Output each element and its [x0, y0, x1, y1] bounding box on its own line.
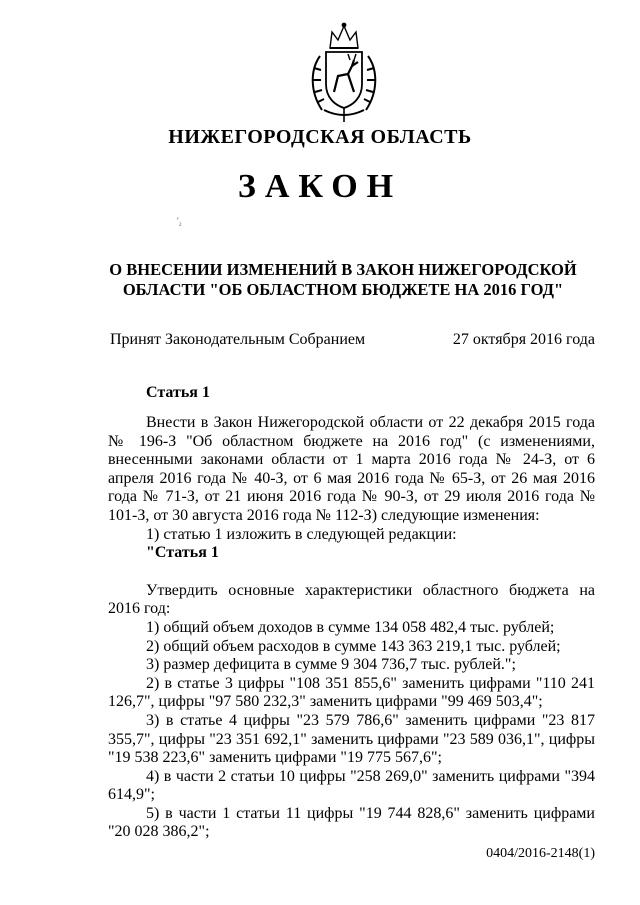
- document-type: ЗАКОН: [237, 168, 403, 205]
- quoted-item: 2) общий объем расходов в сумме 143 363 219,1 тыс. рублей;: [146, 637, 561, 655]
- quoted-article-heading: "Статья 1: [146, 544, 219, 562]
- quoted-item: 3) размер дефицита в сумме 9 304 736,7 тыс. рублей.";: [146, 656, 516, 674]
- article-heading: Статья 1: [146, 384, 210, 401]
- region-name: НИЖЕГОРОДСКАЯ ОБЛАСТЬ: [168, 126, 472, 148]
- amendment-item: 2) в статье 3 цифры "108 351 855,6" заменить цифрами "110 241 126,7", цифры "97 580 232,3" заменить цифрами "99 469 503,4";: [108, 674, 595, 711]
- scan-artifact: '₂: [177, 216, 182, 226]
- article-body: [108, 414, 595, 842]
- amendment-item: 3) в статье 4 цифры "23 579 786,6" заменить цифрами "23 817 355,7", цифры "23 351 692,1" заменить цифрами "23 589 036,1", цифры "19 538 223,6" заменить цифрами "19 775 567,6";: [108, 711, 595, 767]
- law-title: [96, 260, 590, 300]
- quoted-item: 1) общий объем доходов в сумме 134 058 482,4 тыс. рублей;: [146, 618, 555, 636]
- amendment-item-1: 1) статью 1 изложить в следующей редакции:: [146, 525, 457, 543]
- document-code: 0404/2016-2148(1): [486, 846, 595, 861]
- adopted-by: Принят Законодательным Собранием: [110, 331, 366, 348]
- law-title-line-1: О ВНЕСЕНИИ ИЗМЕНЕНИЙ В ЗАКОН НИЖЕГОРОДСКОЙ: [109, 260, 577, 279]
- coat-of-arms-icon: [304, 18, 384, 126]
- law-title-line-2: ОБЛАСТИ "ОБ ОБЛАСТНОМ БЮДЖЕТЕ НА 2016 ГОД": [122, 280, 564, 299]
- amendment-item: 5) в части 1 статьи 11 цифры "19 744 828,6" заменить цифрами "20 028 386,2";: [108, 804, 595, 841]
- adopted-date: 27 октября 2016 года: [452, 331, 595, 348]
- article-intro: Внести в Закон Нижегородской области от 22 декабря 2015 года № 196-З "Об областном бюджете на 2016 год" (с изменениями, внесенными законами области от 1 марта 2016 года № 24-З, от 6 апреля 2016 года № 40-З, от 6 мая 2016 года № 65-З, от 26 мая 2016 года № 71-З, от 21 июня 2016 года № 90-З, от 29 июля 2016 года № 101-З, от 30 августа 2016 года № 112-З) следующие изменения:: [108, 414, 595, 524]
- amendment-item: 4) в части 2 статьи 10 цифры "258 269,0" заменить цифрами "394 614,9";: [108, 767, 595, 804]
- quoted-article-intro: Утвердить основные характеристики областного бюджета на 2016 год:: [108, 581, 595, 618]
